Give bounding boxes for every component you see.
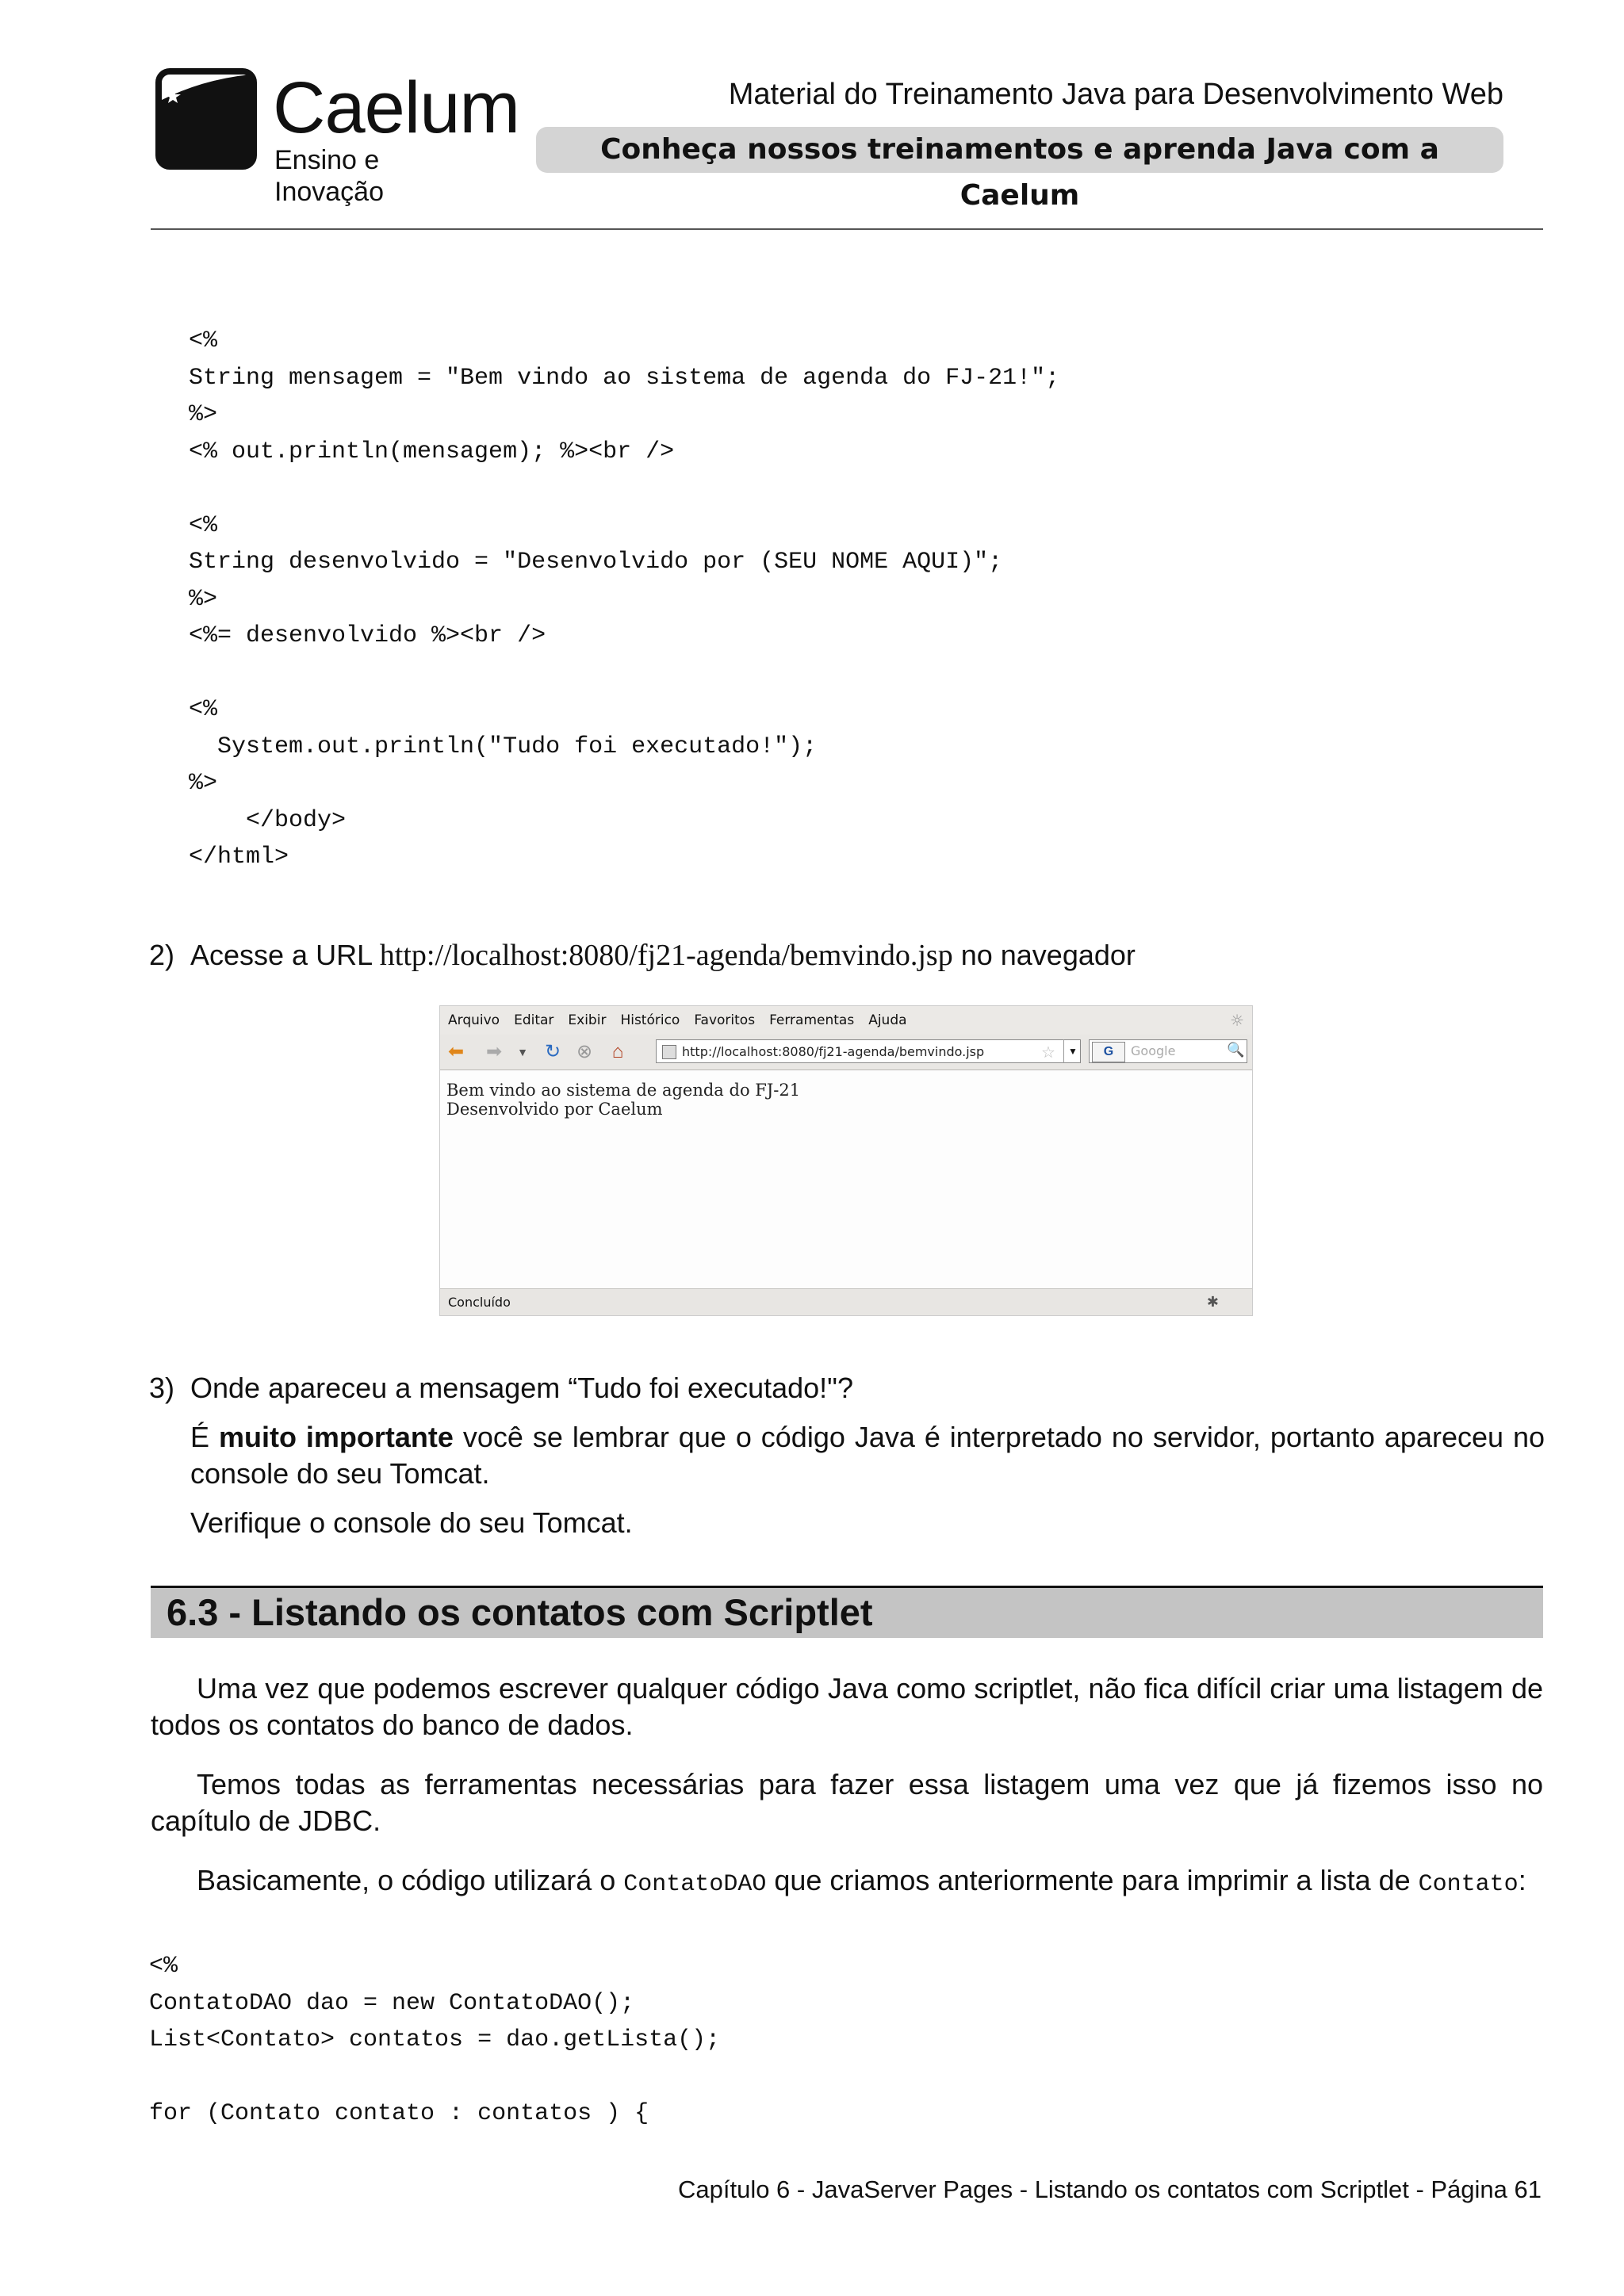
section-title: 6.3 - Listando os contatos com Scriptlet — [167, 1591, 873, 1633]
browser-screenshot — [439, 1005, 1253, 1316]
search-box[interactable]: Google — [1089, 1039, 1247, 1063]
caelum-logo-icon — [155, 68, 257, 170]
step-3-para-before: É — [190, 1421, 219, 1453]
body-p3-after: : — [1518, 1864, 1526, 1896]
body-p3-code-1: ContatoDAO — [623, 1871, 767, 1898]
menu-editar[interactable]: Editar — [514, 1012, 554, 1028]
browser-menubar — [440, 1006, 1252, 1035]
search-engine-icon[interactable]: G — [1092, 1042, 1125, 1062]
favicon-icon — [662, 1045, 676, 1059]
code-block-scriptlet: <% ContatoDAO dao = new ContatoDAO(); List<Contato> contatos = dao.getLista(); for (Contato contato : contatos ) { — [149, 1953, 721, 2127]
step-3-para-bold: muito importante — [218, 1421, 454, 1453]
body-paragraph-1: Uma vez que podemos escrever qualquer código Java como scriptlet, não fica difícil criar uma listagem de todos os contatos do banco de dados. — [151, 1672, 1543, 1741]
menu-arquivo[interactable]: Arquivo — [448, 1012, 500, 1028]
step-3-question: Onde apareceu a mensagem “Tudo foi executado!"? — [190, 1372, 853, 1404]
content-line-1: Bem vindo ao sistema de agenda do FJ-21 — [446, 1081, 801, 1100]
step-2-before: Acesse a URL — [190, 939, 380, 971]
stop-icon[interactable]: ⊗ — [576, 1041, 593, 1062]
step-2-after: no navegador — [952, 939, 1136, 971]
caelum-logo — [155, 67, 520, 207]
step-3-paragraph — [190, 1419, 1545, 1492]
back-icon[interactable]: ⬅ — [447, 1041, 465, 1062]
body-p3-before: Basicamente, o código utilizará o — [197, 1864, 624, 1896]
logo-tagline: Ensino e Inovação — [274, 145, 384, 207]
page-footer: Capítulo 6 - JavaServer Pages - Listando os contatos com Scriptlet - Página 61 — [677, 2175, 1542, 2203]
step-3-paragraph-2: Verifique o console do seu Tomcat. — [190, 1506, 633, 1539]
history-dropdown-icon[interactable]: ▼ — [517, 1046, 528, 1058]
body-paragraph-2: Temos todas as ferramentas necessárias para fazer essa listagem uma vez que já fizemos isso no capítulo de JDBC. — [151, 1768, 1543, 1837]
header-divider — [151, 228, 1543, 230]
search-icon[interactable]: 🔍 — [1227, 1042, 1245, 1058]
menu-historico[interactable]: Histórico — [620, 1012, 680, 1028]
browser-toolbar — [440, 1035, 1252, 1070]
menu-ferramentas[interactable]: Ferramentas — [769, 1012, 855, 1028]
header-title: Material do Treinamento Java para Desenvolvimento Web — [728, 78, 1503, 111]
step-3-number: 3) — [149, 1372, 175, 1404]
logo-name: Caelum — [273, 67, 520, 148]
menu-favoritos[interactable]: Favoritos — [694, 1012, 756, 1028]
home-icon[interactable]: ⌂ — [611, 1041, 624, 1062]
menu-exibir[interactable]: Exibir — [568, 1012, 607, 1028]
section-heading — [151, 1586, 1543, 1638]
browser-content — [446, 1081, 800, 1119]
bookmark-star-icon[interactable]: ☆ — [1041, 1044, 1055, 1062]
address-dropdown-icon[interactable]: ▼ — [1063, 1039, 1082, 1063]
body-p3-code-2: Contato — [1418, 1871, 1519, 1898]
header-banner: Conheça nossos treinamentos e aprenda Java com a Caelum — [536, 127, 1503, 173]
step-2-url: http://localhost:8080/fj21-agenda/bemvindo.jsp — [379, 939, 953, 972]
content-line-2: Desenvolvido por Caelum — [446, 1100, 663, 1119]
step-3-para-after: você se lembrar que o código Java é interpretado no servidor, portanto apareceu no console do seu Tomcat. — [190, 1421, 1545, 1490]
body-p3-middle: que criamos anteriormente para imprimir a lista de — [766, 1864, 1419, 1896]
code-block-jsp: <% String mensagem = "Bem vindo ao sistema de agenda do FJ-21!"; %> <% out.println(mensagem); %><br /> <% String desenvolvido = "Desenvolvido por (SEU NOME AQUI)"; %> <%= desenvolvido %><br /> <% System.out.println("Tudo foi executado!"); %> </body> </html> — [189, 327, 1060, 871]
status-text: Concluído — [448, 1295, 511, 1310]
throbber-icon: ☼ — [1230, 1011, 1244, 1030]
forward-icon[interactable]: ➡ — [485, 1041, 503, 1062]
menu-ajuda[interactable]: Ajuda — [868, 1012, 907, 1028]
step-2-number: 2) — [149, 939, 175, 971]
body-paragraph-3 — [151, 1862, 1543, 1903]
address-bar[interactable]: http://localhost:8080/fj21-agenda/bemvindo.jsp — [656, 1039, 1081, 1063]
browser-statusbar — [440, 1288, 1252, 1315]
reload-icon[interactable]: ↻ — [544, 1041, 561, 1062]
step-2-text — [190, 937, 1545, 974]
bug-icon: ✱ — [1206, 1294, 1219, 1311]
